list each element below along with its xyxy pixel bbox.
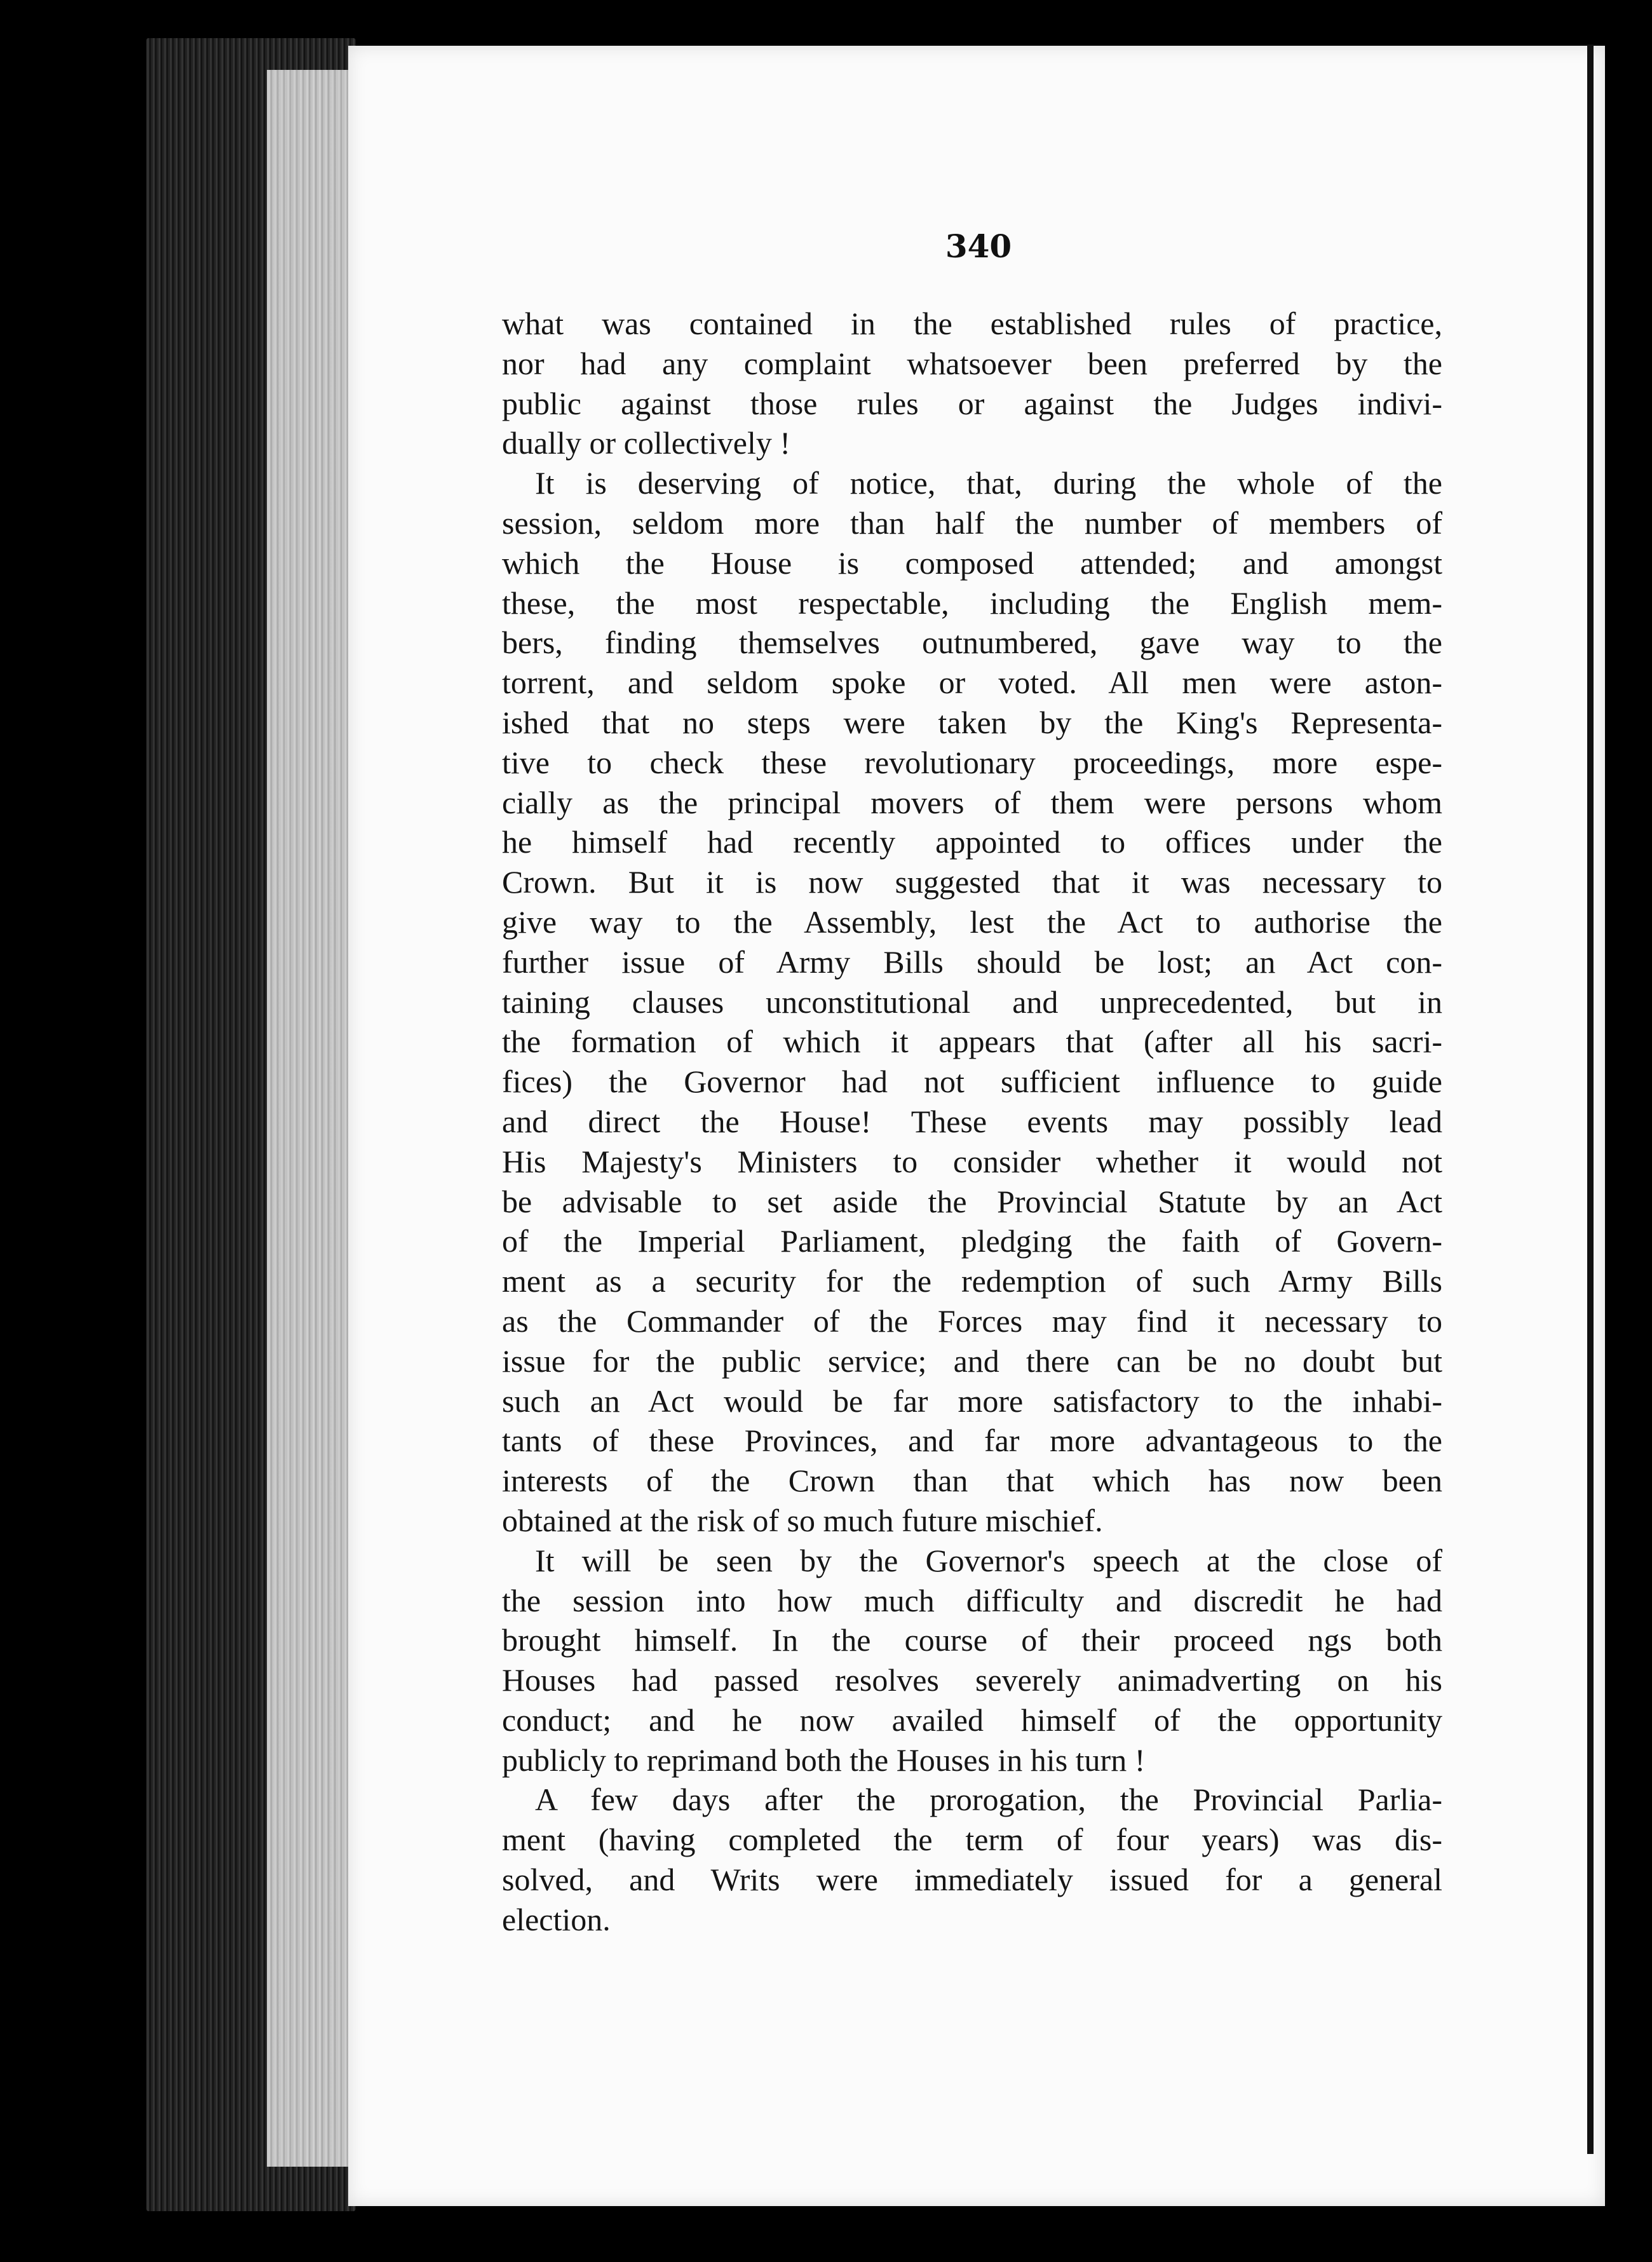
paragraph: [502, 463, 1442, 1541]
text-line: interests of the Crown than that which has now been: [502, 1463, 1442, 1499]
text-line: A few days after the prorogation, the Provincial Parlia-: [535, 1782, 1442, 1818]
text-line: which the House is composed attended; and amongst: [502, 545, 1442, 581]
body-text: [502, 304, 1442, 1940]
text-line: It will be seen by the Governor's speech at the close of: [535, 1542, 1442, 1578]
text-line: ished that no steps were taken by the King's Representa-: [502, 704, 1442, 740]
text-line: taining clauses unconstitutional and unprecedented, but in: [502, 984, 1442, 1020]
paragraph: [502, 304, 1442, 463]
text-line: of the Imperial Parliament, pledging the faith of Govern-: [502, 1223, 1442, 1259]
text-line: Houses had passed resolves severely animadverting on his: [502, 1662, 1442, 1698]
text-line: session, seldom more than half the number of members of: [502, 505, 1442, 541]
page-stack-edge: [267, 70, 349, 2167]
text-line: bers, finding themselves outnumbered, gave way to the: [502, 625, 1442, 661]
text-line: obtained at the risk of so much future mischief.: [502, 1502, 1103, 1538]
text-line: cially as the principal movers of them were persons whom: [502, 784, 1442, 820]
text-line: Crown. But it is now suggested that it was necessary to: [502, 864, 1442, 900]
text-line: tants of these Provinces, and far more advantageous to the: [502, 1423, 1442, 1459]
text-line: the formation of which it appears that (after all his sacri-: [502, 1024, 1442, 1060]
text-line: torrent, and seldom spoke or voted. All men were aston-: [502, 665, 1442, 701]
text-line: brought himself. In the course of their proceed ngs both: [502, 1622, 1442, 1658]
text-line: be advisable to set aside the Provincial Statute by an Act: [502, 1183, 1442, 1219]
text-line: conduct; and he now availed himself of the opportunity: [502, 1702, 1442, 1738]
paragraph: [502, 1541, 1442, 1780]
text-line: It is deserving of notice, that, during the whole of the: [535, 465, 1442, 501]
text-line: further issue of Army Bills should be lost; an Act con-: [502, 944, 1442, 980]
text-line: the session into how much difficulty and discredit he had: [502, 1582, 1442, 1618]
text-line: publicly to reprimand both the Houses in his turn !: [502, 1742, 1146, 1778]
text-line: public against those rules or against the Judges indivi-: [502, 385, 1442, 421]
text-line: ment (having completed the term of four years) was dis-: [502, 1822, 1442, 1858]
right-border-shadow: [1587, 44, 1594, 2154]
text-line: nor had any complaint whatsoever been preferred by the: [502, 345, 1442, 381]
text-line: solved, and Writs were immediately issued for a general: [502, 1862, 1442, 1898]
text-line: fices) the Governor had not sufficient influence to guide: [502, 1064, 1442, 1100]
page-number: 340: [945, 227, 1012, 265]
text-line: these, the most respectable, including the English mem-: [502, 585, 1442, 621]
text-line: His Majesty's Ministers to consider whether it would not: [502, 1143, 1442, 1179]
text-line: issue for the public service; and there can be no doubt but: [502, 1343, 1442, 1379]
text-line: give way to the Assembly, lest the Act to authorise the: [502, 904, 1442, 940]
text-line: what was contained in the established rules of practice,: [502, 306, 1442, 341]
text-line: and direct the House! These events may possibly lead: [502, 1103, 1442, 1139]
text-line: he himself had recently appointed to offices under the: [502, 824, 1442, 860]
text-line: election.: [502, 1901, 611, 1937]
text-line: ment as a security for the redemption of such Army Bills: [502, 1263, 1442, 1299]
text-line: as the Commander of the Forces may find it necessary to: [502, 1303, 1442, 1339]
paragraph: [502, 1780, 1442, 1939]
text-line: such an Act would be far more satisfactory to the inhabi-: [502, 1383, 1442, 1419]
text-line: tive to check these revolutionary proceedings, more espe-: [502, 744, 1442, 780]
text-line: dually or collectively !: [502, 425, 791, 461]
